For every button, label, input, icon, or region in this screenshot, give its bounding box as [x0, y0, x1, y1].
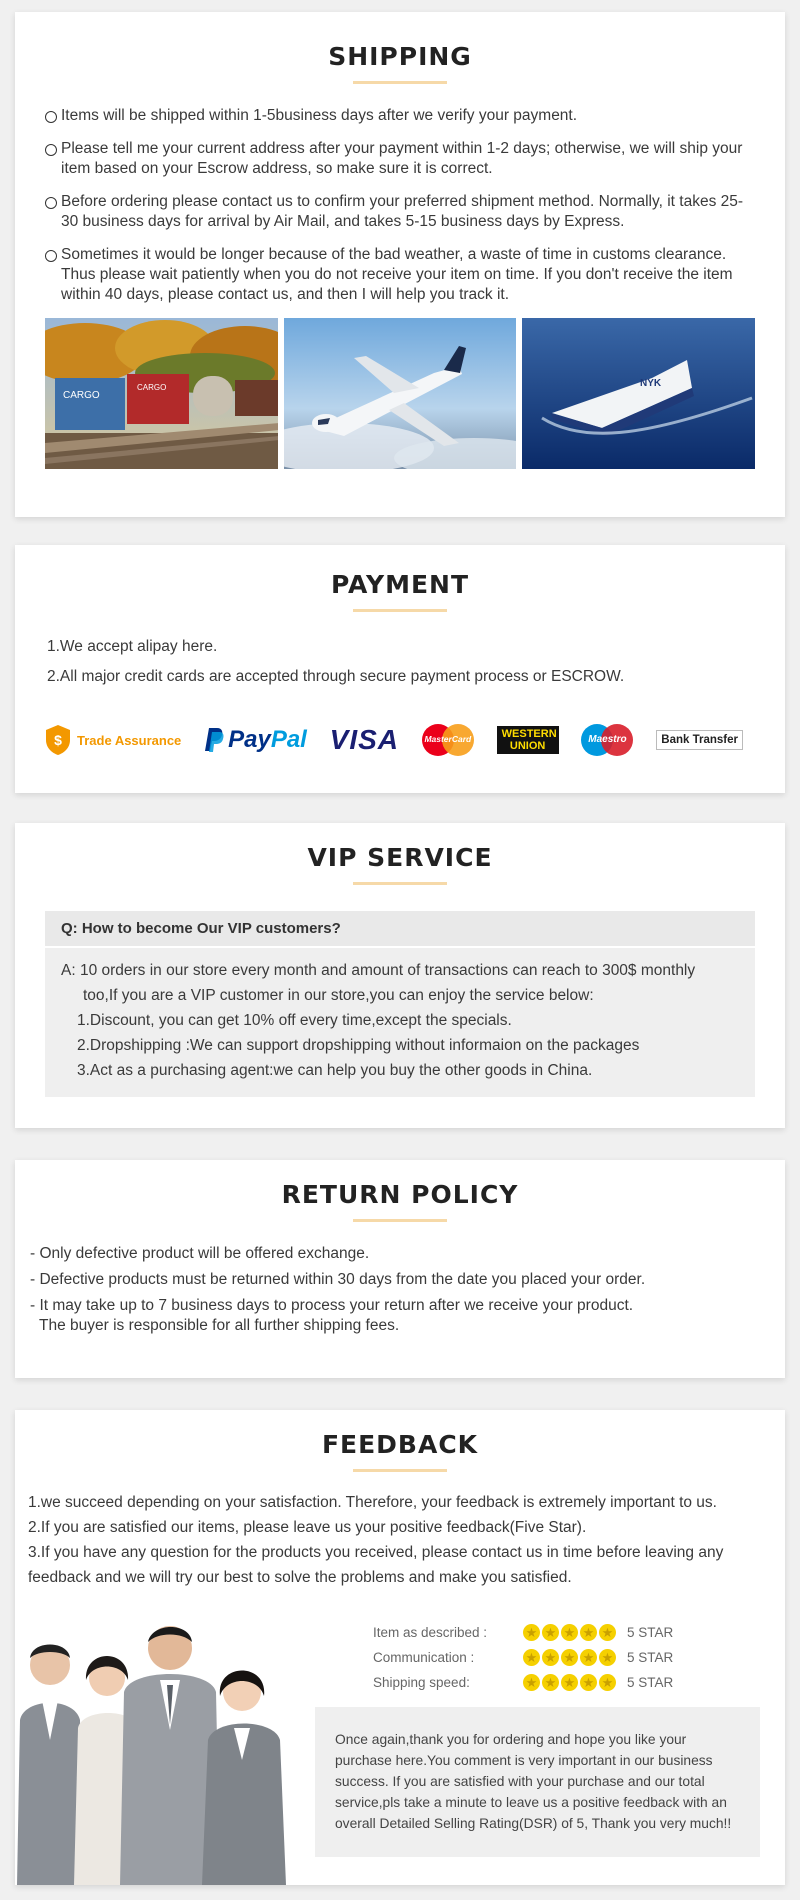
section-title: VIP SERVICE [307, 843, 493, 872]
star-icon: ★ [542, 1674, 559, 1691]
star-icon: ★ [523, 1674, 540, 1691]
rating-row [373, 1645, 673, 1670]
star-icon: ★ [542, 1624, 559, 1641]
star-icon: ★ [542, 1649, 559, 1666]
star-icon: ★ [561, 1674, 578, 1691]
rating-label: Communication : [373, 1650, 475, 1665]
star-icon: ★ [580, 1624, 597, 1641]
title-underline [353, 1469, 447, 1472]
shipping-section [15, 12, 785, 517]
star-icon: ★ [523, 1649, 540, 1666]
title-underline [353, 609, 447, 612]
feedback-text [0, 1490, 785, 1590]
payment-list [15, 632, 785, 692]
list-item: - Only defective product will be offered exchange. [30, 1245, 370, 1262]
star-rating [523, 1649, 627, 1666]
list-item: 2.All major credit cards are accepted through secure payment process or ESCROW. [47, 668, 625, 685]
list-item: 1.Discount, you can get 10% off every time,except the specials. [77, 1012, 512, 1029]
cargo-ship-image [522, 318, 755, 469]
star-icon: ★ [599, 1649, 616, 1666]
svg-text:$: $ [54, 732, 62, 748]
shield-icon [45, 724, 71, 756]
payment-section [15, 545, 785, 793]
maestro-logo: Maestro [581, 724, 633, 756]
vip-answer [45, 948, 755, 1097]
shipping-list [15, 106, 785, 305]
paypal-logo: Pay Pal [204, 726, 307, 754]
svg-text:CARGO: CARGO [63, 390, 100, 401]
star-icon: ★ [561, 1649, 578, 1666]
star-icon: ★ [523, 1624, 540, 1641]
vip-section [15, 823, 785, 1128]
list-item: 1.We accept alipay here. [47, 638, 218, 655]
star-icon: ★ [580, 1649, 597, 1666]
list-item: - It may take up to 7 business days to process your return after we receive your product. [30, 1297, 634, 1314]
rating-label: Shipping speed: [373, 1675, 470, 1690]
return-list [15, 1244, 785, 1336]
ratings [373, 1620, 673, 1695]
star-icon: ★ [599, 1624, 616, 1641]
list-item: 3.If you have any question for the products you received, please contact us in time before leaving any feedback and we will try our best to solve the problems and make you satisfied. [28, 1544, 724, 1586]
star-icon: ★ [599, 1674, 616, 1691]
western-union-logo: WESTERN UNION [497, 726, 559, 754]
list-item: Please tell me your current address after your payment within 1-2 days; otherwise, we will ship your item based on your Escrow address, so make sure it is correct. [45, 139, 755, 179]
list-item: Sometimes it would be longer because of the bad weather, a waste of time in customs clearance. Thus please wait patiently when you do not receive your item on time. If you don't receive the item within 40 days, please contact us, and then I will help you track it. [45, 245, 755, 305]
vip-question: Q: How to become Our VIP customers? [45, 911, 755, 946]
list-item: Items will be shipped within 1-5business days after we verify your payment. [45, 106, 755, 126]
section-title: FEEDBACK [321, 1430, 479, 1459]
rating-value: 5 STAR [627, 1675, 674, 1690]
title-underline [353, 1219, 447, 1222]
shipping-images [15, 318, 785, 469]
list-item: Before ordering please contact us to confirm your preferred shipment method. Normally, it takes 25-30 business days for arrival by Air Mail, and takes 5-15 business days by Express. [45, 192, 755, 232]
title-underline [353, 882, 447, 885]
cargo-train-image [45, 318, 278, 469]
star-icon: ★ [580, 1674, 597, 1691]
trade-assurance-logo: $ Trade Assurance [45, 724, 181, 756]
svg-text:CARGO: CARGO [137, 383, 167, 392]
rating-row [373, 1620, 673, 1645]
visa-logo: VISA [329, 724, 400, 755]
rating-label: Item as described : [373, 1625, 488, 1640]
mastercard-logo: MasterCard [422, 724, 474, 756]
feedback-section [15, 1410, 785, 1885]
list-item: The buyer is responsible for all further shipping fees. [39, 1317, 400, 1334]
section-title: SHIPPING [328, 42, 472, 71]
return-policy-section [15, 1160, 785, 1378]
rating-row [373, 1670, 673, 1695]
rating-value: 5 STAR [627, 1650, 674, 1665]
list-item: 1.we succeed depending on your satisfaction. Therefore, your feedback is extremely important to us. [28, 1494, 717, 1511]
list-item: - Defective products must be returned within 30 days from the date you placed your order. [30, 1271, 646, 1288]
star-icon: ★ [561, 1624, 578, 1641]
star-rating [523, 1674, 627, 1691]
rating-value: 5 STAR [627, 1625, 674, 1640]
list-item: 2.Dropshipping :We can support dropshipping without informaion on the packages [77, 1037, 640, 1054]
bank-transfer-logo: Bank Transfer [656, 730, 743, 750]
section-title: RETURN POLICY [281, 1180, 519, 1209]
thank-you-note: Once again,thank you for ordering and hope you like your purchase here.You comment is very important in our business success. If you are satisfied with your purchase and our total service,pls take a minute to leave us a positive feedback with an overall Detailed Selling Rating(DSR) of 5, Thank you very much!! [315, 1707, 760, 1857]
list-item: 3.Act as a purchasing agent:we can help you buy the other goods in China. [77, 1062, 593, 1079]
airplane-image [284, 318, 517, 469]
section-title: PAYMENT [330, 570, 470, 599]
svg-text:NYK: NYK [640, 378, 662, 389]
title-underline [353, 81, 447, 84]
star-rating [523, 1624, 627, 1641]
answer-line: A: 10 orders in our store every month and amount of transactions can reach to 300$ monthly [61, 962, 696, 979]
answer-line: too,If you are a VIP customer in our store,you can enjoy the service below: [83, 987, 594, 1004]
paypal-icon [204, 727, 224, 753]
business-people-image [12, 1610, 302, 1885]
list-item: 2.If you are satisfied our items, please leave us your positive feedback(Five Star). [28, 1519, 587, 1536]
payment-logos [15, 722, 785, 758]
